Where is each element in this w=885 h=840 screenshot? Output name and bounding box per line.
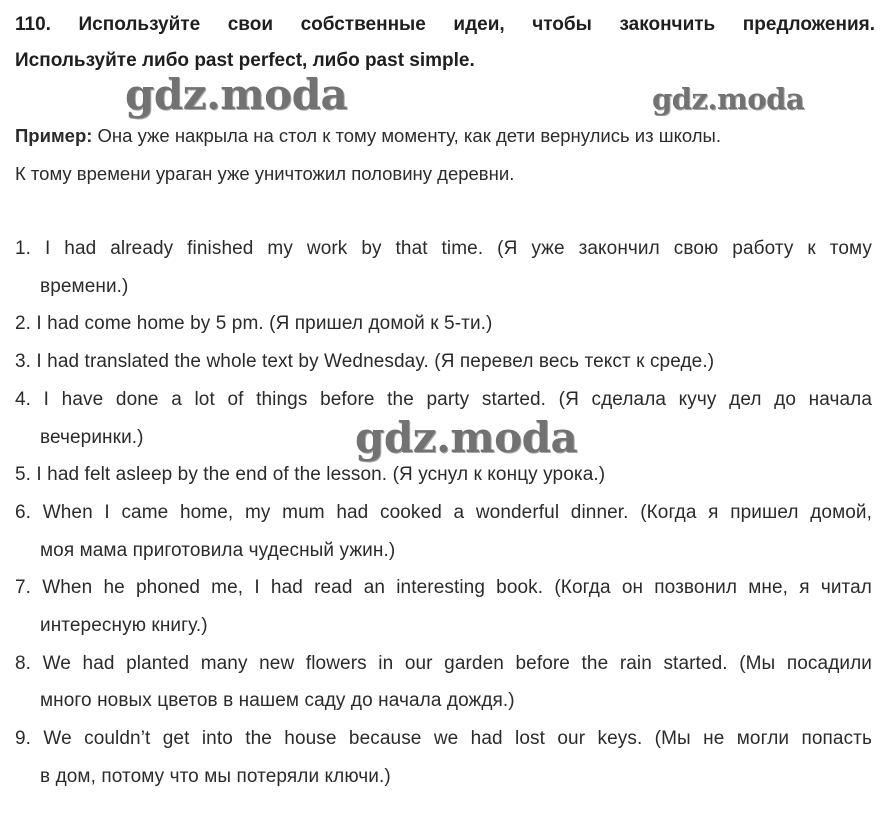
answer-text-continued: моя мама приготовила чудесный ужин.): [40, 539, 396, 561]
watermark-logo: gdz.moda: [355, 413, 578, 462]
answer-text-continued: вечеринки.): [40, 426, 144, 448]
answer-text-continued: много новых цветов в нашем саду до начала дождя.): [40, 690, 515, 712]
answer-text-continued: времени.): [40, 275, 129, 297]
answer-text-continued: интересную книгу.): [40, 615, 208, 637]
answer-item-9: [15, 720, 872, 795]
answer-item-8: [15, 645, 872, 720]
example-line-2: К тому времени ураган уже уничтожил половину деревни.: [15, 163, 515, 184]
answer-text: 7. When he phoned me, I had read an interesting book. (Когда он позвонил мне, я читал: [15, 577, 872, 599]
task-heading-line-1: 110. Используйте свои собственные идеи, чтобы закончить предложения.: [15, 14, 875, 35]
example-label: Пример:: [15, 125, 93, 146]
answer-text-continued: в дом, потому что мы потеряли ключи.): [40, 765, 391, 787]
example-block: [15, 117, 875, 193]
task-heading: [15, 7, 875, 79]
watermark-logo: gdz.moda: [125, 70, 348, 119]
watermark-logo: gdz.moda: [652, 82, 805, 116]
example-text-1: Она уже накрыла на стол к тому моменту, как дети вернулись из школы.: [92, 125, 721, 146]
answer-item-3: [15, 343, 872, 381]
answer-item-7: [15, 569, 872, 644]
answer-item-1: [15, 230, 872, 305]
answer-text: 4. I have done a lot of things before the party started. (Я сделала кучу дел до начала: [15, 388, 872, 410]
task-heading-line-2: Используйте либо past perfect, либо past simple.: [15, 50, 475, 71]
answer-text: 1. I had already finished my work by that time. (Я уже закончил свою работу к тому: [15, 238, 872, 259]
answer-text: 8. We had planted many new flowers in our garden before the rain started. (Мы посадили: [15, 652, 872, 674]
answer-text: 9. We couldn’t get into the house because we had lost our keys. (Мы не могли попасть: [15, 728, 872, 750]
answer-text: 5. I had felt asleep by the end of the lesson. (Я уснул к концу урока.): [15, 464, 606, 486]
answer-text: 2. I had come home by 5 pm. (Я пришел домой к 5-ти.): [15, 313, 493, 335]
answer-text: 6. When I came home, my mum had cooked a wonderful dinner. (Когда я пришел домой,: [15, 501, 872, 523]
answer-list: [15, 230, 872, 796]
answer-text: 3. I had translated the whole text by Wednesday. (Я перевел весь текст к среде.): [15, 351, 715, 373]
answer-item-2: [15, 305, 872, 343]
answer-item-6: [15, 494, 872, 569]
example-line-1: [15, 117, 875, 155]
